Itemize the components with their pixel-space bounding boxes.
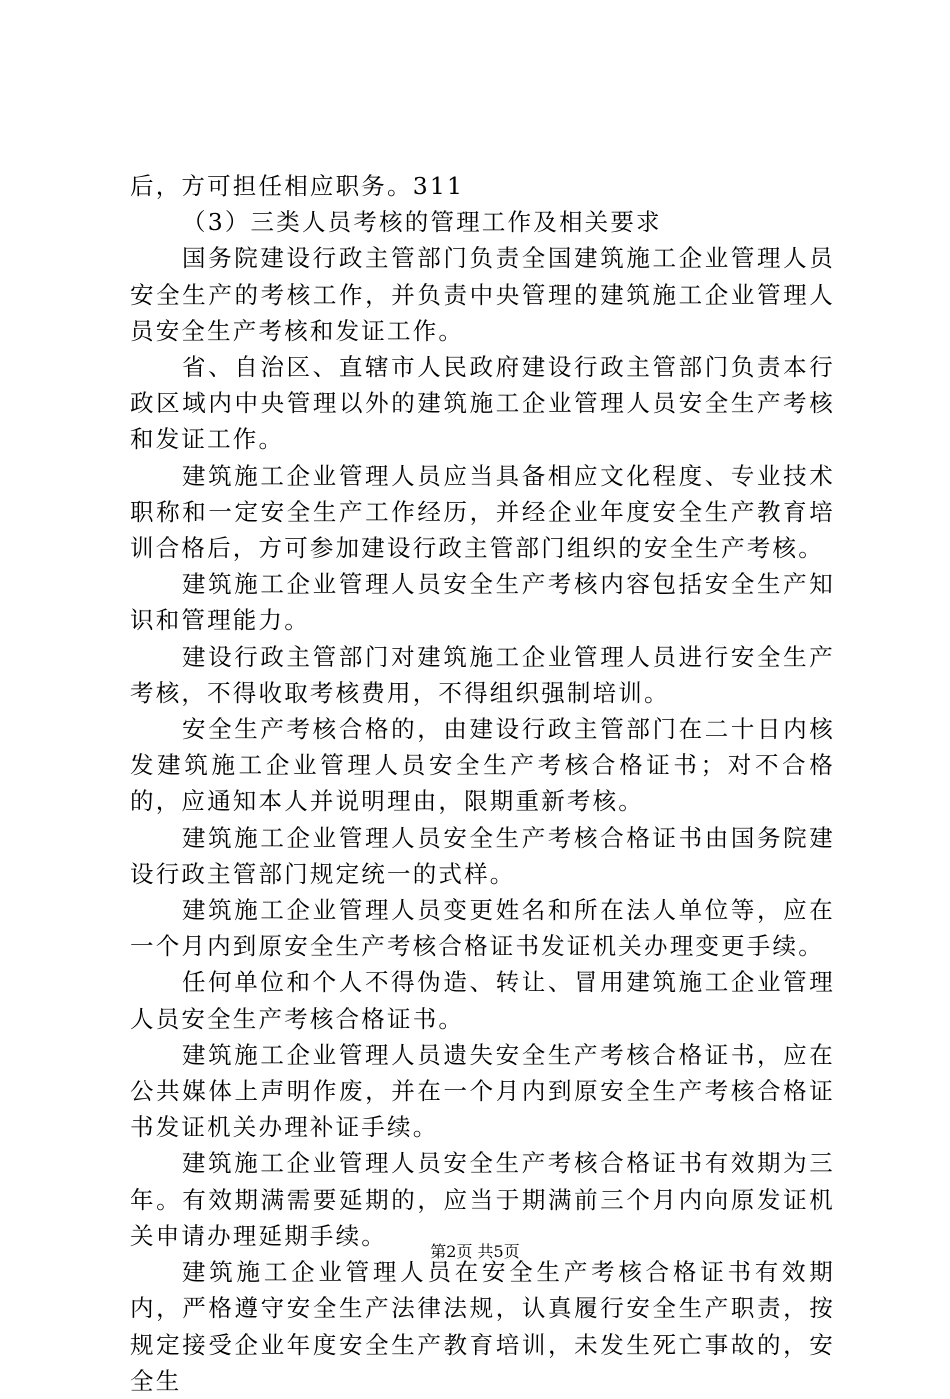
paragraph-continuation: 后，方可担任相应职务。311 (130, 172, 465, 200)
page-number-footer: 第2页 共5页 (430, 1242, 520, 1261)
paragraph: 安全生产考核合格的，由建设行政主管部门在二十日内核发建筑施工企业管理人员安全生产考核合格证书；对不合格的，应通知本人并说明理由，限期重新考核。 (130, 715, 835, 816)
paragraph: 建筑施工企业管理人员应当具备相应文化程度、专业技术职称和一定安全生产工作经历，并经企业年度安全生产教育培训合格后，方可参加建设行政主管部门组织的安全生产考核。 (130, 461, 835, 563)
document-body (130, 168, 835, 1399)
paragraph: 任何单位和个人不得伪造、转让、冒用建筑施工企业管理人员安全生产考核合格证书。 (130, 968, 835, 1033)
paragraph: 建筑施工企业管理人员遗失安全生产考核合格证书，应在公共媒体上声明作废，并在一个月内到原安全生产考核合格证书发证机关办理补证手续。 (130, 1040, 835, 1142)
paragraph: 建筑施工企业管理人员在安全生产考核合格证书有效期内，严格遵守安全生产法律法规，认真履行安全生产职责，按规定接受企业年度安全生产教育培训，未发生死亡事故的，安全生 (130, 1258, 835, 1395)
paragraph: 建筑施工企业管理人员安全生产考核内容包括安全生产知识和管理能力。 (130, 570, 835, 635)
paragraph: 省、自治区、直辖市人民政府建设行政主管部门负责本行政区域内中央管理以外的建筑施工企业管理人员安全生产考核和发证工作。 (130, 353, 835, 454)
paragraph: 建筑施工企业管理人员变更姓名和所在法人单位等，应在一个月内到原安全生产考核合格证书发证机关办理变更手续。 (130, 896, 835, 961)
paragraph: 建设行政主管部门对建筑施工企业管理人员进行安全生产考核，不得收取考核费用，不得组织强制培训。 (130, 642, 835, 707)
paragraph: 建筑施工企业管理人员安全生产考核合格证书有效期为三年。有效期满需要延期的，应当于期满前三个月内向原发证机关申请办理延期手续。 (130, 1149, 835, 1250)
paragraph: 建筑施工企业管理人员安全生产考核合格证书由国务院建设行政主管部门规定统一的式样。 (130, 823, 835, 888)
section-heading: （3）三类人员考核的管理工作及相关要求 (182, 208, 662, 237)
paragraph: 国务院建设行政主管部门负责全国建筑施工企业管理人员安全生产的考核工作，并负责中央管理的建筑施工企业管理人员安全生产考核和发证工作。 (130, 244, 835, 345)
